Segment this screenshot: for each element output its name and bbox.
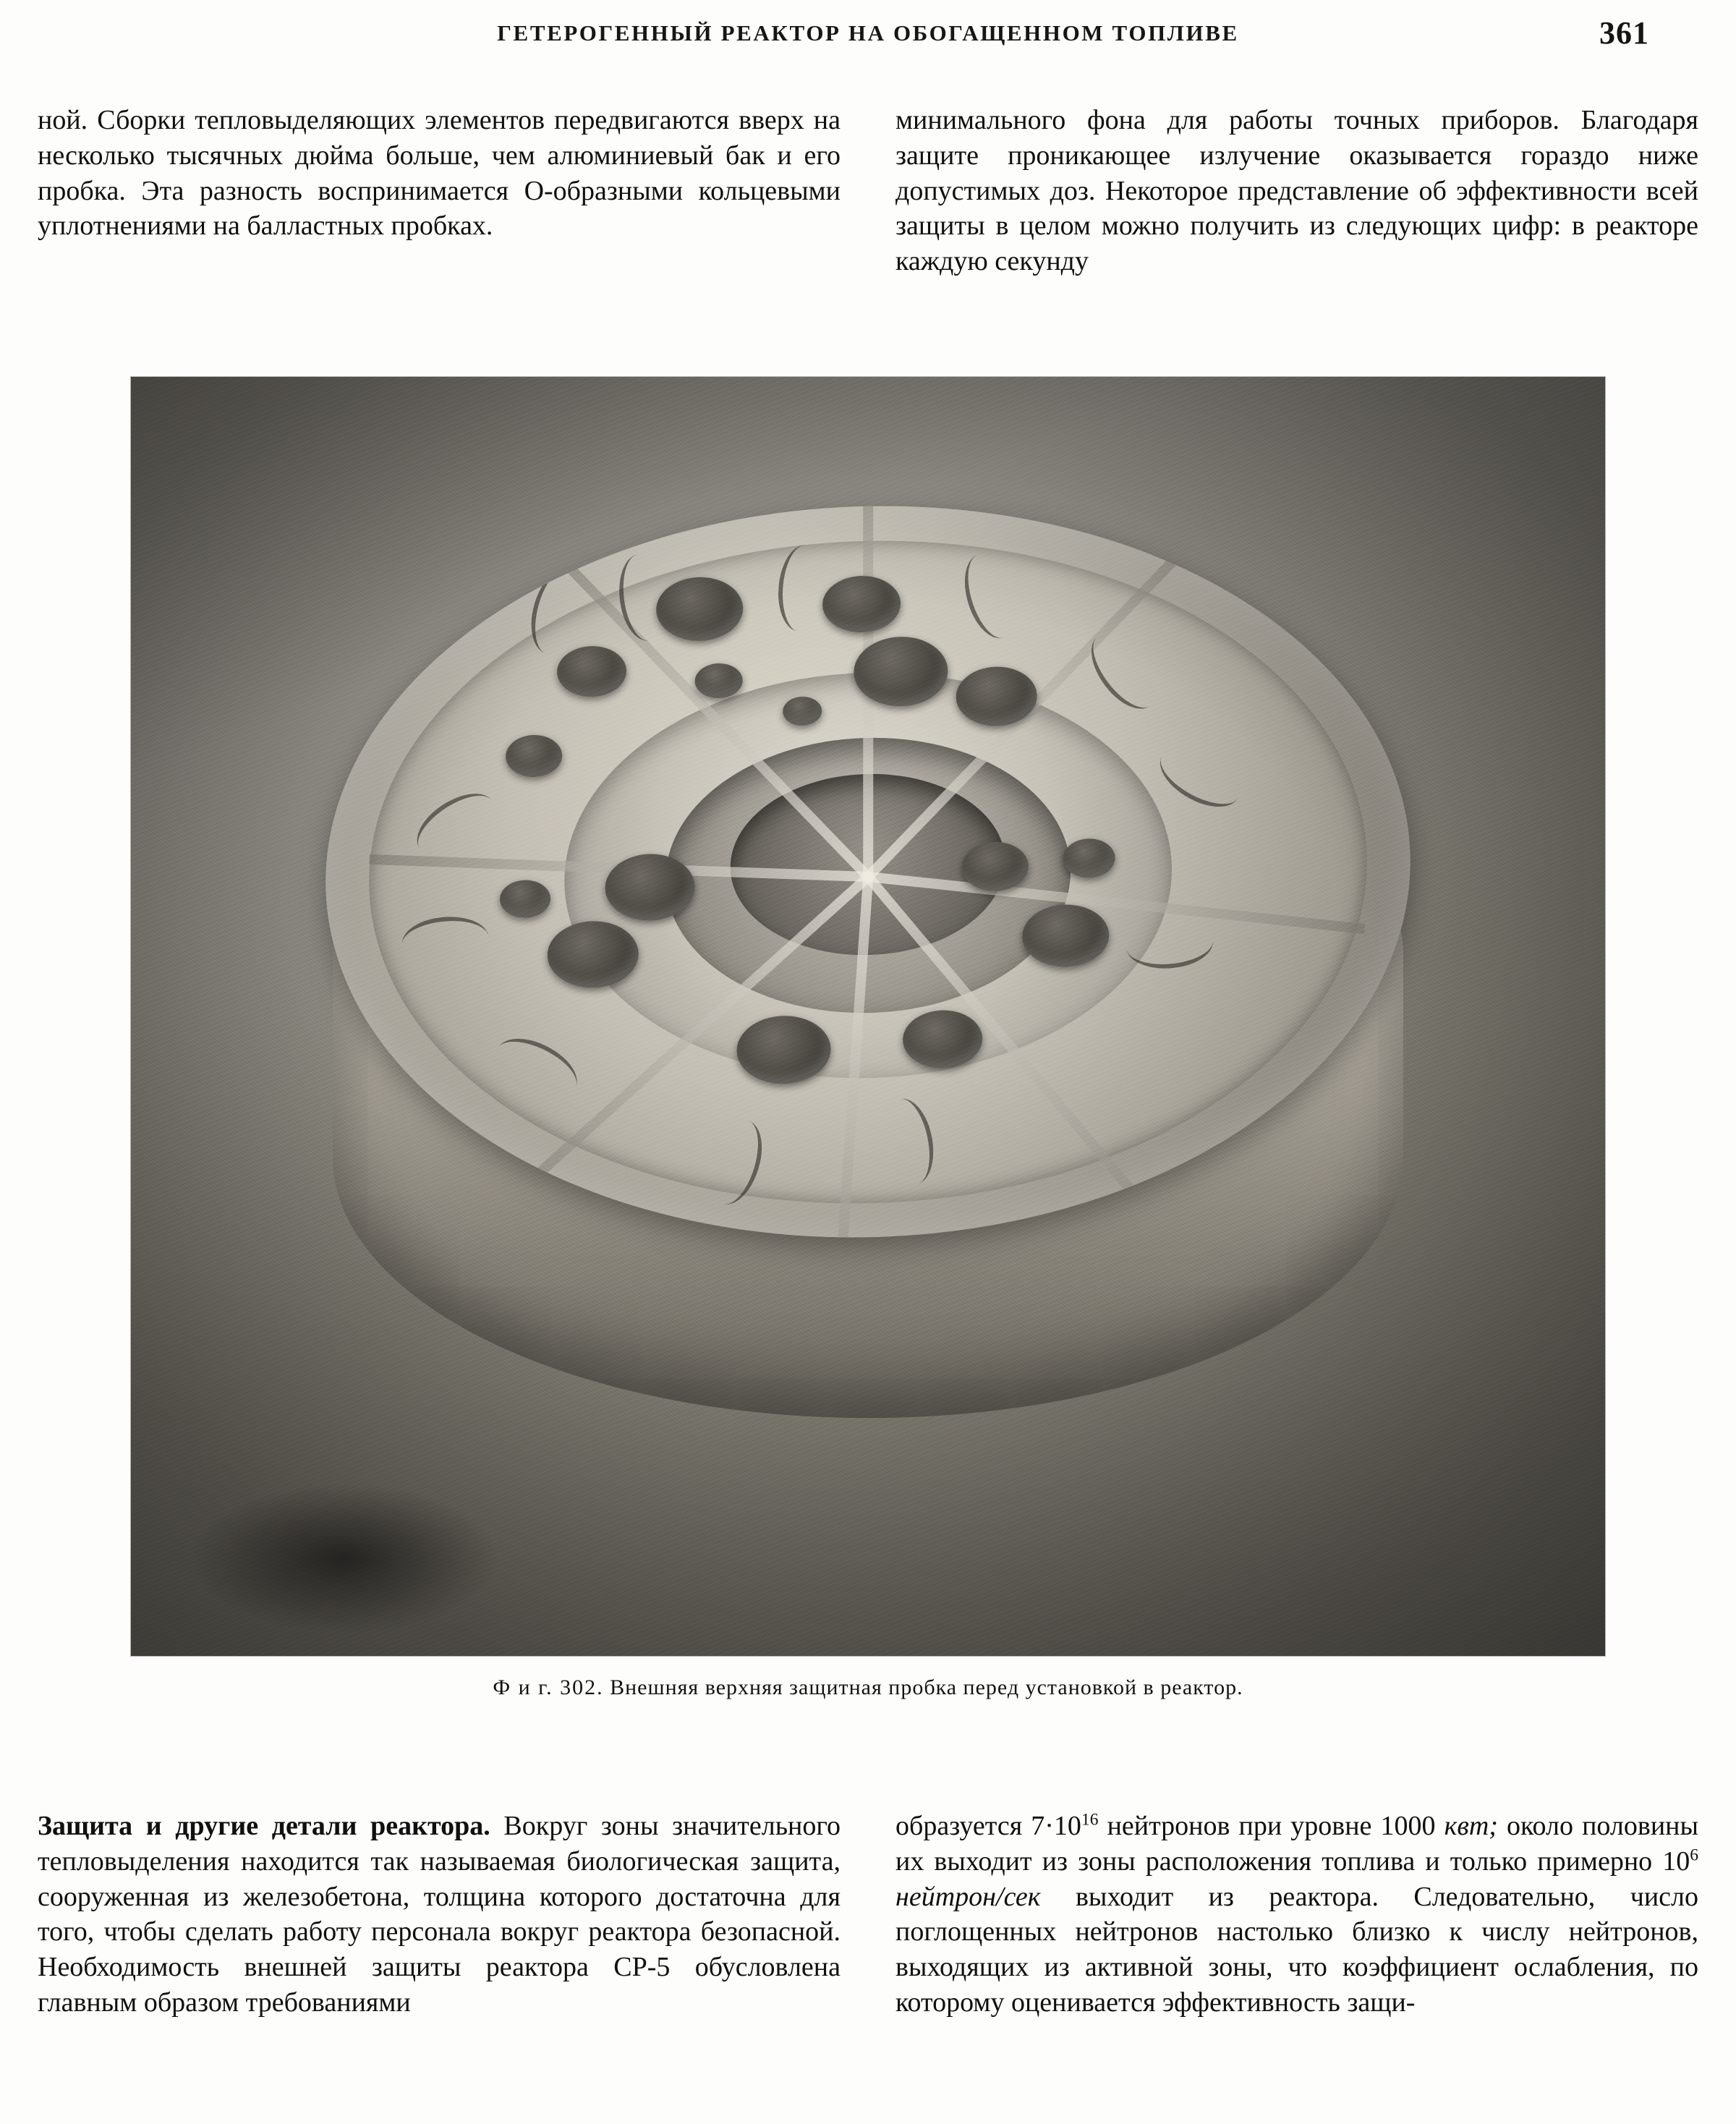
br-exponent-1: 16 xyxy=(1081,1810,1099,1830)
figure-photograph xyxy=(130,376,1606,1657)
br-part-2: 7·10 xyxy=(1031,1811,1081,1841)
br-unit-kvt: квт; xyxy=(1444,1811,1498,1841)
top-left-paragraph: ной. Сборки тепловыделяющих элементов передвигаются вверх на несколько тысячных дюйма больше, чем алюминиевый бак и его пробка. Эта разность воспринимается О-образными кольцевыми уплотнениями на балластных пробках. xyxy=(38,105,841,242)
top-left-column xyxy=(38,103,841,279)
br-part-5: около половины их выходит из зоны расположения топлива и только примерно 10 xyxy=(895,1811,1699,1877)
page-number: 361 xyxy=(1599,15,1649,51)
figure-caption-text: Внешняя верхняя защитная пробка перед установкой в реактор. xyxy=(610,1675,1243,1699)
photo-vignette xyxy=(131,377,1605,1656)
br-unit-neutron-sec: нейтрон/сек xyxy=(895,1881,1041,1912)
br-part-1: образуется xyxy=(895,1811,1023,1841)
bottom-text-columns xyxy=(38,1809,1698,2021)
bottom-left-text: Вокруг зоны значительного тепловыделения находится так называемая биологическая защита, сооруженная из железобетона, толщина которого достаточна для того, чтобы сделать работу персонала вокруг реактора безопасной. Необходимость внешней защиты реактора СР-5 обусловлена главным образом требованиями xyxy=(38,1811,841,2018)
bottom-left-paragraph xyxy=(38,1809,841,2021)
br-exponent-2: 6 xyxy=(1690,1845,1698,1865)
br-part-3: нейтронов при уровне 1000 xyxy=(1107,1811,1436,1841)
figure-block xyxy=(130,376,1606,1700)
top-text-columns xyxy=(38,103,1698,279)
bottom-right-column xyxy=(895,1809,1698,2021)
br-part-7: выходит из реактора. Следовательно, число поглощенных нейтронов настолько близко к числу нейтронов, выходящих из активной зоны, что коэффициент ослабления, по которому оценивается эффективность защи- xyxy=(895,1881,1698,2018)
running-head-title: ГЕТЕРОГЕННЫЙ РЕАКТОР НА ОБОГАЩЕННОМ ТОПЛИВЕ xyxy=(497,20,1239,46)
figure-label: Ф и г. 302. xyxy=(493,1675,604,1699)
bottom-left-column xyxy=(38,1809,841,2021)
running-head xyxy=(87,15,1649,58)
bottom-right-paragraph xyxy=(895,1809,1698,2021)
section-heading: Защита и другие детали реактора. xyxy=(38,1811,490,1841)
figure-caption xyxy=(130,1675,1606,1700)
top-right-paragraph: минимального фона для работы точных приборов. Благодаря защите проникающее излучение оказывается гораздо ниже допустимых доз. Некоторое представление об эффективности всей защиты в целом можно получить из следующих цифр: в реакторе каждую секунду xyxy=(895,105,1698,277)
top-right-column xyxy=(895,103,1698,279)
